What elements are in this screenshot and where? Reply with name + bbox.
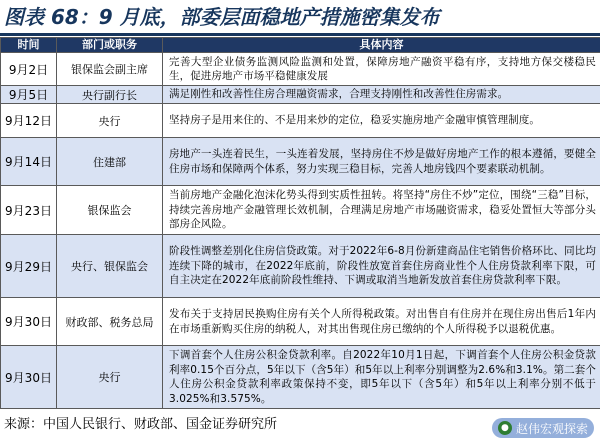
table-row (1, 346, 600, 409)
row-dept: 央行、银保监会 (57, 235, 163, 298)
row-content: 发布关于支持居民换购住房有关个人所得税政策。对出售自有住房并在现住房出售后1年内在市场重新购买住房的纳税人，对其出售现住房已缴纳的个人所得税予以退税优惠。 (163, 298, 600, 346)
row-content: 当前房地产金融化泡沫化势头得到实质性扭转。将坚持“房住不炒”定位，围绕“三稳”目标，持续完善房地产金融管理长效机制，合理满足房地产市场融资需求，稳妥处置恒大等部分头部房企风险。 (163, 186, 600, 235)
row-content: 房地产一头连着民生，一头连着发展，坚持房住不炒是做好房地产工作的根本遵循，要健全住房市场和保障两个体系，努力实现三稳目标，完善人地房钱四个要素联动机制。 (163, 138, 600, 186)
source-note: 来源：中国人民银行、财政部、国金证券研究所 (4, 417, 278, 432)
row-dept: 财政部、税务总局 (57, 298, 163, 346)
row-dept: 央行副行长 (57, 86, 163, 104)
row-date: 9月12日 (1, 104, 57, 138)
table-row (1, 235, 600, 298)
row-content: 坚持房子是用来住的、不是用来炒的定位，稳妥实施房地产金融审慎管理制度。 (163, 104, 600, 138)
row-dept: 银保监会 (57, 186, 163, 235)
row-date: 9月2日 (1, 53, 57, 86)
wechat-logo-icon: ● (498, 421, 512, 435)
watermark (492, 418, 594, 438)
figure-title: 图表 68：9 月底，部委层面稳地产措施密集发布 (4, 5, 440, 29)
row-content: 满足刚性和改善性住房合理融资需求，合理支持刚性和改善性住房需求。 (163, 86, 600, 104)
row-date: 9月14日 (1, 138, 57, 186)
row-dept: 央行 (57, 346, 163, 409)
header-dept: 部门或职务 (57, 38, 163, 53)
table-row (1, 186, 600, 235)
row-dept: 住建部 (57, 138, 163, 186)
table-row (1, 138, 600, 186)
row-dept: 央行 (57, 104, 163, 138)
row-date: 9月23日 (1, 186, 57, 235)
table-row (1, 104, 600, 138)
row-date: 9月29日 (1, 235, 57, 298)
row-date: 9月30日 (1, 346, 57, 409)
row-dept: 银保监会副主席 (57, 53, 163, 86)
table-row (1, 53, 600, 86)
table-row (1, 86, 600, 104)
row-date: 9月5日 (1, 86, 57, 104)
row-content: 下调首套个人住房公积金贷款利率。自2022年10月1日起，下调首套个人住房公积金贷款利率0.15个百分点，5年以下（含5年）和5年以上利率分别调整为2.6%和3.1%。第二套个人住房公积金贷款利率政策保持不变，即5年以下（含5年）和5年以上利率分别不低于3.025%和3.575%。 (163, 346, 600, 409)
table-header-row (1, 38, 600, 53)
policy-table (0, 37, 600, 409)
header-content: 具体内容 (163, 38, 600, 53)
row-content: 完善大型企业债务监测风险监测和处置，保障房地产融资平稳有序，支持地方保交楼稳民生，促进房地产市场平稳健康发展 (163, 53, 600, 86)
title-underline (0, 33, 600, 36)
table-row (1, 298, 600, 346)
watermark-text: 赵伟宏观探索 (515, 421, 588, 436)
row-date: 9月30日 (1, 298, 57, 346)
row-content: 阶段性调整差别化住房信贷政策。对于2022年6-8月份新建商品住宅销售价格环比、同比均连续下降的城市，在2022年底前，阶段性放宽首套住房商业性个人住房贷款利率下限，可自主决定在2022年底前阶段性维持、下调或取消当地新发放首套住房贷款利率下限。 (163, 235, 600, 298)
header-date: 时间 (1, 38, 57, 53)
